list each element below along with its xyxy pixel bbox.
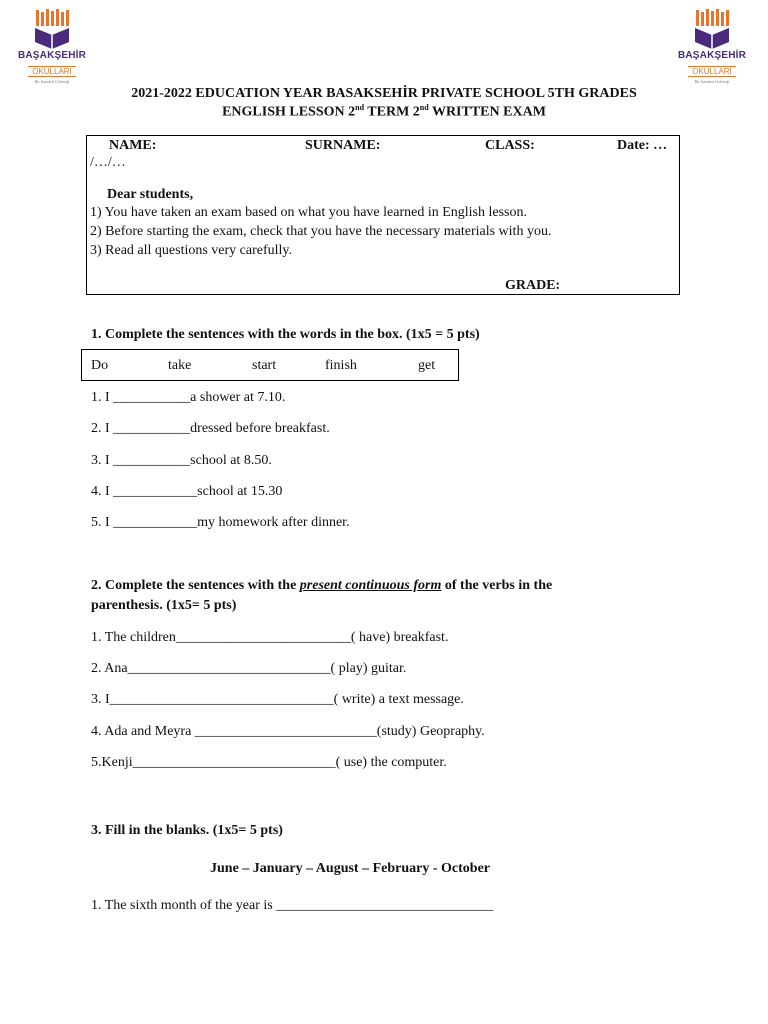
word-start: start	[252, 358, 277, 373]
word-do: Do	[91, 358, 109, 373]
q2-title-a: 2. Complete the sentences with the	[91, 578, 300, 593]
q2-item-5: 5.Kenji_____________________________( use) the computer.	[91, 755, 447, 770]
title-sup-2: nd	[419, 103, 429, 112]
date-label: Date: …	[617, 138, 668, 153]
q3-title: 3. Fill in the blanks. (1x5= 5 pts)	[91, 823, 283, 838]
word-finish: finish	[325, 358, 357, 373]
word-take: take	[168, 358, 192, 373]
book-emblem-icon	[692, 8, 732, 50]
logo-sub: OKULLARI	[688, 66, 736, 77]
logo-brand: BAŞAKŞEHİR	[677, 50, 747, 61]
name-label: NAME:	[109, 138, 157, 153]
title-part-a: ENGLISH LESSON 2	[222, 104, 356, 120]
rule-3: 3) Read all questions very carefully.	[90, 243, 293, 258]
title-part-b: TERM 2	[364, 104, 420, 120]
title-part-c: WRITTEN EXAM	[428, 104, 546, 120]
surname-label: SURNAME:	[305, 138, 381, 153]
greeting: Dear students,	[107, 187, 194, 202]
word-box	[81, 349, 459, 381]
book-emblem-icon	[32, 8, 72, 50]
school-logo-left	[12, 8, 92, 85]
q2-item-3: 3. I________________________________( write) a text message.	[91, 692, 464, 707]
q1-item-4: 4. I ____________school at 15.30	[91, 484, 283, 499]
date-continuation: /…/…	[90, 155, 126, 170]
q3-months: June – January – August – February - October	[210, 861, 490, 876]
title-sup-1: nd	[355, 103, 365, 112]
q1-item-2: 2. I ___________dressed before breakfast.	[91, 421, 330, 436]
rule-2: 2) Before starting the exam, check that you have the necessary materials with you.	[90, 224, 552, 239]
q1-item-5: 5. I ____________my homework after dinner.	[91, 515, 350, 530]
q1-title: 1. Complete the sentences with the words in the box. (1x5 = 5 pts)	[91, 327, 480, 342]
q2-item-1: 1. The children_________________________( have) breakfast.	[91, 630, 449, 645]
exam-title-line2	[0, 103, 768, 121]
q2-item-2: 2. Ana_____________________________( play) guitar.	[91, 661, 407, 676]
student-info-box	[86, 135, 680, 295]
word-get: get	[418, 358, 436, 373]
logo-tagline: Bir İstanbul Geleneği	[34, 79, 70, 84]
q3-item-1: 1. The sixth month of the year is _______________________________	[91, 898, 494, 913]
q2-title	[91, 578, 552, 594]
q2-item-4: 4. Ada and Meyra __________________________(study) Geopraphy.	[91, 724, 485, 739]
logo-brand: BAŞAKŞEHİR	[17, 50, 87, 61]
q2-title-b: of the verbs in the	[441, 578, 553, 593]
school-logo-right	[672, 8, 752, 85]
grade-label: GRADE:	[505, 278, 561, 293]
q1-item-1: 1. I ___________a shower at 7.10.	[91, 390, 286, 405]
q2-title-line2: parenthesis. (1x5= 5 pts)	[91, 598, 237, 613]
exam-title-line1: 2021-2022 EDUCATION YEAR BASAKSEHİR PRIVATE SCHOOL 5TH GRADES	[131, 86, 637, 101]
logo-tagline: Bir İstanbul Geleneği	[694, 79, 730, 84]
q2-title-emphasis: present continuous form	[299, 578, 442, 593]
class-label: CLASS:	[485, 138, 535, 153]
rule-1: 1) You have taken an exam based on what you have learned in English lesson.	[90, 205, 528, 220]
logo-sub: OKULLARI	[28, 66, 76, 77]
q1-item-3: 3. I ___________school at 8.50.	[91, 453, 272, 468]
